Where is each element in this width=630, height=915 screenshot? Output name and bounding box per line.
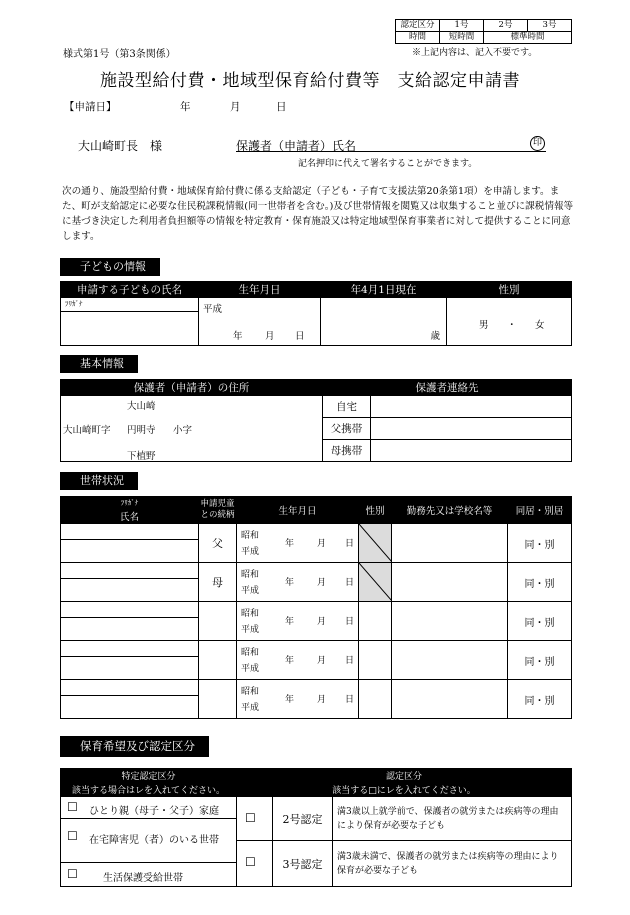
- cert-standard-time: 標準時間: [484, 32, 572, 44]
- living-select[interactable]: 同・別: [508, 563, 572, 602]
- relation-mother: 母: [199, 563, 237, 602]
- special-item-disabled[interactable]: [61, 819, 237, 863]
- col-work: 勤務先又は学校名等: [392, 497, 508, 524]
- household-sex-input[interactable]: [359, 641, 392, 680]
- household-furigana-header: ﾌﾘｶﾞﾅ: [61, 497, 199, 509]
- birth-year: 年: [285, 695, 295, 705]
- special-item-label: 生活保護受給世帯: [103, 873, 183, 884]
- living-select[interactable]: 同・別: [508, 524, 572, 563]
- certification-select-table: [60, 768, 572, 887]
- birth-day: 日: [345, 656, 355, 666]
- checkbox-icon[interactable]: ☐: [67, 829, 78, 843]
- addressee: 大山崎町長 様: [78, 139, 163, 153]
- cert-2-checkbox-cell[interactable]: [237, 797, 273, 841]
- age-unit: 歳: [430, 331, 440, 342]
- form-number: 様式第1号（第3条関係）: [63, 49, 176, 60]
- child-sex-select[interactable]: [447, 298, 572, 346]
- col-household-birth: 生年月日: [237, 497, 359, 524]
- col-child-age: 年4月1日現在: [321, 282, 447, 298]
- applicant-name-input[interactable]: [236, 151, 546, 152]
- household-sex-input[interactable]: [359, 680, 392, 719]
- consent-text: 次の通り、施設型給付費・地域保育給付費に係る支給認定（子ども・子育て支援法第20条第1項）を申請します。また、町が支給認定に必要な住民税課税情報(同一世帯者を含む。)及び世帯情報を閲覧又は収集すること並びに課税情報等に基づき決定した利用者負担額等の情報を特定教育・保育施設又は特定地域型保育事業者に対して提供することに同意します。: [62, 186, 574, 242]
- col-relation: 申請児童との続柄: [199, 497, 237, 524]
- household-furigana-input[interactable]: [61, 641, 199, 657]
- child-age-input[interactable]: [321, 298, 447, 346]
- address-koaza: 小字: [173, 425, 193, 436]
- sex-female: 女: [535, 320, 545, 331]
- date-month: 月: [230, 101, 241, 113]
- household-birth-input[interactable]: [237, 563, 359, 602]
- cert-3-desc: 満3歳未満で、保護者の就労または疾病等の理由により保育が必要な子ども: [333, 841, 572, 887]
- era-heisei: 平成: [203, 304, 223, 315]
- birth-day: 日: [295, 331, 305, 342]
- date-year: 年: [180, 101, 191, 113]
- era-heisei: 平成: [241, 703, 260, 713]
- living-select[interactable]: 同・別: [508, 602, 572, 641]
- household-name-input[interactable]: [61, 657, 199, 680]
- household-birth-input[interactable]: [237, 524, 359, 563]
- label-home-phone: 自宅: [323, 396, 371, 418]
- address-enmyoji: 円明寺: [127, 425, 156, 436]
- special-item-label: 在宅障害児（者）のいる世帯: [89, 835, 219, 846]
- cert-type-1: 1号: [440, 20, 484, 32]
- basic-info-table: [60, 379, 572, 462]
- col-child-birth: 生年月日: [199, 282, 321, 298]
- sex-dot: ・: [507, 320, 517, 331]
- era-showa: 昭和: [241, 531, 260, 541]
- father-mobile-input[interactable]: [371, 418, 572, 440]
- household-name-input[interactable]: [61, 579, 199, 602]
- cert-header: 認定区分: [237, 769, 572, 783]
- birth-month: 月: [317, 656, 327, 666]
- diagonal-slash-icon: [359, 563, 392, 601]
- child-birth-input[interactable]: [199, 298, 321, 346]
- cert-3-name: 3号認定: [273, 841, 333, 887]
- furigana-label: ﾌﾘｶﾞﾅ: [65, 300, 83, 308]
- household-sex-disabled: [359, 563, 392, 602]
- diagonal-slash-icon: [359, 524, 392, 562]
- era-heisei: 平成: [241, 586, 260, 596]
- section-certification: 保育希望及び認定区分: [60, 736, 209, 757]
- household-furigana-input[interactable]: [61, 563, 199, 579]
- birth-month: 月: [265, 331, 275, 342]
- era-heisei: 平成: [241, 664, 260, 674]
- era-showa: 昭和: [241, 648, 260, 658]
- household-name-input[interactable]: [61, 618, 199, 641]
- household-relation-input[interactable]: [199, 641, 237, 680]
- cert-short-time: 短時間: [440, 32, 484, 44]
- label-mother-mobile: 母携帯: [323, 440, 371, 462]
- section-household: 世帯状況: [60, 472, 138, 490]
- cert-note: ※上記内容は、記入不要です。: [412, 48, 538, 58]
- cert-type-2: 2号: [484, 20, 528, 32]
- household-sex-input[interactable]: [359, 602, 392, 641]
- child-name-input[interactable]: [61, 312, 199, 346]
- checkbox-icon[interactable]: ☐: [67, 800, 78, 814]
- address-input[interactable]: [61, 396, 323, 462]
- household-birth-input[interactable]: [237, 641, 359, 680]
- col-contact: 保護者連絡先: [323, 380, 572, 396]
- col-living: 同居・別居: [508, 497, 572, 524]
- sign-note: 記名押印に代えて署名することができます。: [298, 159, 478, 169]
- household-sex-disabled: [359, 524, 392, 563]
- household-birth-input[interactable]: [237, 680, 359, 719]
- household-work-input[interactable]: [392, 563, 508, 602]
- living-select[interactable]: 同・別: [508, 680, 572, 719]
- cert-category-label: 認定区分: [396, 20, 440, 32]
- birth-day: 日: [345, 695, 355, 705]
- cert-3-checkbox-cell[interactable]: [237, 841, 273, 887]
- special-item-label: ひとり親（母子・父子）家庭: [89, 806, 219, 817]
- household-name-header: 氏名: [61, 509, 199, 524]
- application-date-label: 【申請日】: [64, 101, 117, 113]
- birth-month: 月: [317, 539, 327, 549]
- date-day: 日: [276, 101, 287, 113]
- mother-mobile-input[interactable]: [371, 440, 572, 462]
- household-table: [60, 496, 572, 719]
- era-showa: 昭和: [241, 570, 260, 580]
- special-cert-sub: 該当する場合はレを入れてください。: [61, 783, 237, 797]
- seal-icon: 印: [530, 136, 545, 151]
- era-heisei: 平成: [241, 547, 260, 557]
- birth-day: 日: [345, 539, 355, 549]
- birth-year: 年: [285, 617, 295, 627]
- section-basic-info: 基本情報: [60, 355, 138, 373]
- certification-category-table: [395, 19, 572, 44]
- birth-year: 年: [285, 539, 295, 549]
- household-furigana-input[interactable]: [61, 524, 199, 540]
- relation-father: 父: [199, 524, 237, 563]
- checkbox-icon[interactable]: ☐: [245, 855, 256, 869]
- household-name-input[interactable]: [61, 696, 199, 719]
- household-furigana-input[interactable]: [61, 680, 199, 696]
- special-item-welfare[interactable]: [61, 863, 237, 887]
- era-showa: 昭和: [241, 687, 260, 697]
- address-line-1: 大山崎: [127, 401, 156, 412]
- household-work-input[interactable]: [392, 602, 508, 641]
- applicant-name-label: 保護者（申請者）氏名: [236, 139, 357, 153]
- col-child-sex: 性別: [447, 282, 572, 298]
- household-relation-input[interactable]: [199, 602, 237, 641]
- household-work-input[interactable]: [392, 680, 508, 719]
- checkbox-icon[interactable]: ☐: [245, 811, 256, 825]
- household-birth-input[interactable]: [237, 602, 359, 641]
- household-work-input[interactable]: [392, 524, 508, 563]
- label-father-mobile: 父携帯: [323, 418, 371, 440]
- cert-2-name: 2号認定: [273, 797, 333, 841]
- cert-type-3: 3号: [528, 20, 572, 32]
- birth-month: 月: [317, 695, 327, 705]
- page-title: 施設型給付費・地域型保育給付費等 支給認定申請書: [100, 71, 520, 91]
- birth-day: 日: [345, 617, 355, 627]
- birth-year: 年: [285, 578, 295, 588]
- child-furigana-input[interactable]: [61, 298, 199, 312]
- address-shimoueno: 下植野: [127, 451, 156, 462]
- living-select[interactable]: 同・別: [508, 641, 572, 680]
- col-household-sex: 性別: [359, 497, 392, 524]
- household-name-input[interactable]: [61, 540, 199, 563]
- household-relation-input[interactable]: [199, 680, 237, 719]
- child-info-table: [60, 281, 572, 346]
- birth-year: 年: [233, 331, 243, 342]
- home-phone-input[interactable]: [371, 396, 572, 418]
- birth-month: 月: [317, 617, 327, 627]
- col-child-name: 申請する子どもの氏名: [61, 282, 199, 298]
- checkbox-icon[interactable]: ☐: [67, 867, 78, 881]
- cert-sub: 該当する□にレを入れてください。: [237, 783, 572, 797]
- col-address: 保護者（申請者）の住所: [61, 380, 323, 396]
- cert-2-desc: 満3歳以上就学前で、保護者の就労または疾病等の理由により保育が必要な子ども: [333, 797, 572, 841]
- sex-male: 男: [479, 320, 489, 331]
- cert-time-label: 時間: [396, 32, 440, 44]
- era-heisei: 平成: [241, 625, 260, 635]
- special-item-single-parent[interactable]: [61, 797, 237, 819]
- special-cert-header: 特定認定区分: [61, 769, 237, 783]
- birth-day: 日: [345, 578, 355, 588]
- household-furigana-input[interactable]: [61, 602, 199, 618]
- household-work-input[interactable]: [392, 641, 508, 680]
- era-showa: 昭和: [241, 609, 260, 619]
- birth-month: 月: [317, 578, 327, 588]
- section-child-info: 子どもの情報: [60, 258, 160, 276]
- address-town: 大山崎町字: [63, 425, 111, 436]
- birth-year: 年: [285, 656, 295, 666]
